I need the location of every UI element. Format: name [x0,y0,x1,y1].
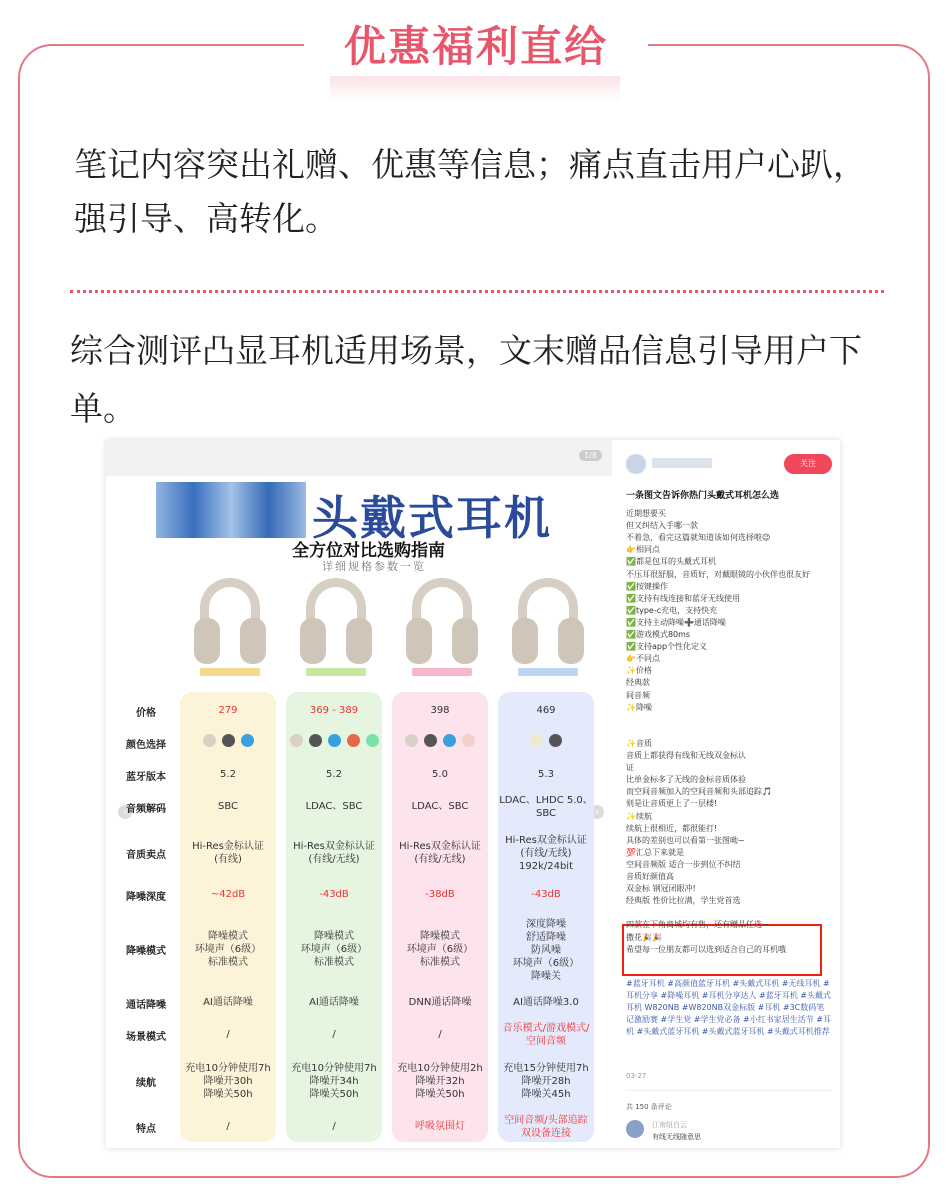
spec-cell-battery: 充电10分钟使用2h 降噪开32h 降噪关50h [397,1063,483,1100]
post-line: 不压耳很舒服，音质好，对戴眼镜的小伙伴也很友好 [626,569,810,579]
post-line: ✅type-c充电，支持快充 [626,605,718,615]
post-line: 比单金标多了无线的金标音质体验 [626,775,746,785]
color-swatch [347,734,360,747]
color-swatch [309,734,322,747]
row-label: 价格 [136,708,156,719]
row-label: 续航 [136,1078,156,1089]
avatar[interactable] [626,454,646,474]
spec-cell-call: AI通话降噪3.0 [513,997,579,1008]
prev-image-icon[interactable]: ‹ [118,805,132,819]
image-topbar [106,440,612,476]
color-swatch [443,734,456,747]
comment-divider [626,1090,832,1091]
post-line: 而空间音频加入的空间音频和头部追踪🎵 [626,787,772,797]
spec-cell-bt: 5.3 [538,769,554,780]
post-line: ✅游戏模式80ms [626,630,691,639]
post-line: 近期想要买 [626,509,666,518]
post-line: ✅都是包耳的头戴式耳机 [626,557,716,567]
post-line: ✅支持主动降噪➕通话降噪 [626,617,726,627]
post-line: 经典款 [626,678,650,688]
post-line: ✅支持app个性化定义 [626,642,708,652]
row-label: 蓝牙版本 [126,772,166,783]
color-swatch [290,734,303,747]
spec-cell-bt: 5.0 [432,769,448,780]
spec-cell-scene: / [438,1029,442,1040]
spec-cell-battery: 充电10分钟使用7h 降噪开34h 降噪关50h [291,1063,377,1100]
spec-cell-depth: ~42dB [210,889,246,900]
color-swatch [405,734,418,747]
intro-paragraph: 笔记内容突出礼赠、优惠等信息；痛点直击用户心趴，强引导、高转化。 [74,145,866,238]
spec-cell-price: 279 [218,705,238,716]
blurred-brand-logo [156,482,306,538]
headphone-image [402,578,482,678]
model-name-blurred [518,668,578,676]
image-pager: 1/8 [579,450,602,461]
spec-cell-call: AI通话降噪 [309,997,359,1008]
spec-cell-quality: Hi-Res双金标认证 (有线/无线) [399,841,481,865]
body-paragraph: 综合测评凸显耳机适用场景，文末赠品信息引导用户下单。 [70,331,862,428]
spec-cell-quality: Hi-Res双金标认证 (有线/无线) [293,841,375,865]
spec-cell-feature: 空间音频/头部追踪 双设备连接 [504,1115,588,1139]
hashtags[interactable]: #蓝牙耳机 #高颜值蓝牙耳机 #头戴式耳机 #无线耳机 #耳机分享 #降噪耳机 #耳机分享达人 #蓝牙耳机 #头戴式耳机 W820NB #W820NB双金标版 #耳机 #3C数码笔记激励赛 #学生党 #学生党必备 #小红书家居生活节 #耳机 #头戴式蓝牙耳机 #头戴式蓝牙耳机 #头戴式耳机推荐 [626,979,831,1036]
color-swatches [282,734,386,751]
spec-cell-price: 398 [430,705,450,716]
comparison-image [106,440,612,1148]
page-title: 优惠福利直给 [343,22,608,71]
post-line: 👉不同点 [626,654,660,664]
spec-cell-quality: Hi-Res金标认证 (有线) [192,841,264,865]
post-line: 💯汇总下来就是 [626,847,684,857]
spec-cell-depth: -38dB [425,889,455,900]
headphone-image [508,578,588,678]
spec-cell-scene: / [332,1029,336,1040]
comparison-headline: 头戴式耳机 [312,491,552,545]
dotted-divider [70,290,884,293]
post-line: 经典版 性价比拉满，学生党首选 [626,896,741,906]
row-label: 音质卖点 [126,850,166,861]
spec-cell-mode: 降噪模式 环境声（6级） 标准模式 [300,931,368,968]
post-line: 不着急，看完这篇就知道该如何选择啦😉 [626,533,771,543]
spec-cell-feature: 呼吸氛围灯 [415,1121,465,1132]
commenter-avatar[interactable] [626,1120,644,1138]
post-title: 一条图文告诉你热门头戴式耳机怎么选 [626,491,780,501]
row-label: 通话降噪 [126,1000,166,1011]
post-line: 具体的差别也可以看第一张图呦~ [626,835,745,845]
color-swatch [328,734,341,747]
username-blurred[interactable] [652,458,712,468]
spec-cell-battery: 充电15分钟使用7h 降噪开28h 降噪关45h [503,1063,589,1100]
spec-cell-bt: 5.2 [220,769,236,780]
spec-cell-codec: LDAC、LHDC 5.0、 SBC [499,795,593,819]
post-line: 空间音频版 适合一步到位不纠结 [626,859,741,869]
model-name-blurred [306,668,366,676]
spec-cell-feature: / [332,1121,336,1132]
post-line: 👉相同点 [626,545,660,555]
post-line: 双金标 钢冠闭眼冲! [626,884,696,894]
spec-cell-call: DNN通话降噪 [408,997,472,1008]
spec-cell-scene: 音乐模式/游戏模式/ 空间音频 [502,1023,590,1047]
row-label: 特点 [136,1124,156,1135]
spec-cell-depth: -43dB [319,889,349,900]
color-swatches [494,734,598,751]
post-line: 四款在下角商城均有售，还有赠品任选~ [626,920,769,930]
post-date: 03-27 [626,1072,647,1080]
post-line: ✨降噪 [626,702,652,712]
post-line: 希望每一位朋友都可以选到适合自己的耳机哦 [626,944,786,954]
spec-cell-codec: LDAC、SBC [305,801,363,812]
post-line: 音质上都获得有线和无线双金标认 [626,751,746,760]
color-swatches [388,734,492,751]
spec-cell-codec: SBC [217,801,238,812]
post-line: ✨价格 [626,666,652,676]
post-line: 续航上很相近，都很能打! [626,823,718,833]
comparison-subtitle-small: 详细规格参数一览 [322,560,426,573]
spec-cell-bt: 5.2 [326,769,342,780]
next-image-icon[interactable]: › [590,805,604,819]
spec-cell-depth: -43dB [531,889,561,900]
color-swatch [549,734,562,747]
spec-cell-price: 369 - 389 [309,705,359,716]
post-detail-panel [612,440,840,1148]
color-swatch [241,734,254,747]
post-line: ✨音质 [626,738,652,748]
color-swatch [222,734,235,747]
color-swatch [424,734,437,747]
post-screenshot [106,440,840,1148]
spec-cell-scene: / [226,1029,230,1040]
spec-cell-mode: 深度降噪 舒适降噪 防风噪 环境声（6级） 降噪关 [512,919,580,982]
row-label: 降噪深度 [126,892,166,903]
row-label: 降噪模式 [126,946,166,957]
row-label: 场景模式 [126,1032,166,1043]
spec-cell-price: 469 [536,705,556,716]
follow-button[interactable]: 关注 [784,454,832,474]
post-line: 撒花🎉🎉 [626,932,662,942]
row-label: 颜色选择 [126,740,166,751]
model-name-blurred [412,668,472,676]
spec-cell-call: AI通话降噪 [203,997,253,1008]
color-swatch [462,734,475,747]
spec-cell-mode: 降噪模式 环境声（6级） 标准模式 [406,931,474,968]
color-swatches [176,734,280,751]
spec-cell-feature: / [226,1121,230,1132]
color-swatch [530,734,543,747]
spec-cell-codec: LDAC、SBC [411,801,469,812]
post-line: 间音频 [626,690,650,700]
color-swatch [366,734,379,747]
color-swatch [203,734,216,747]
title-fade [330,76,620,102]
post-line: ✅按键操作 [626,581,668,591]
post-line: 则是让音质更上了一层楼! [626,799,718,809]
post-line: ✨续航 [626,811,652,821]
post-line: 音质好颜值高 [626,872,674,881]
row-label: 音频解码 [126,804,166,815]
headphone-image [190,578,270,678]
comment-text: 有线无线随意思 [652,1133,701,1141]
headphone-image [296,578,376,678]
post-line: 证 [626,763,634,773]
comment-count: 共 150 条评论 [626,1103,672,1111]
commenter-name[interactable]: 江南纽白云 [652,1121,687,1129]
comparison-subtitle: 全方位对比选购指南 [292,541,445,561]
model-name-blurred [200,668,260,676]
spec-cell-mode: 降噪模式 环境声（6级） 标准模式 [194,931,262,968]
post-line: ✅支持有线连接和蓝牙无线使用 [626,593,740,603]
spec-cell-quality: Hi-Res双金标认证 (有线/无线) 192k/24bit [505,835,587,872]
spec-cell-battery: 充电10分钟使用7h 降噪开30h 降噪关50h [185,1063,271,1100]
post-line: 但又纠结入手哪一款 [626,521,698,531]
